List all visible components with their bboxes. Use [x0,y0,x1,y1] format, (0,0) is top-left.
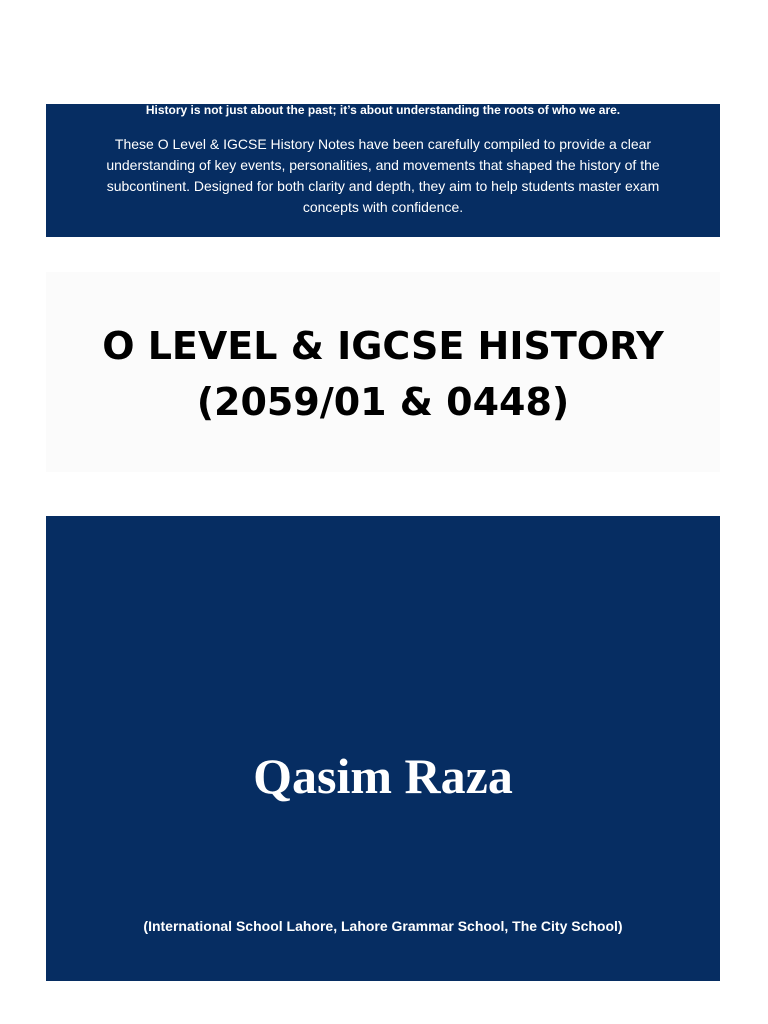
author-banner [46,516,720,981]
top-banner [46,104,720,237]
title-block [46,272,720,472]
syllabus-codes: (2059/01 & 0448) [196,380,570,424]
author-schools: (International School Lahore, Lahore Grammar School, The City School) [143,918,623,934]
tagline: History is not just about the past; it’s about understanding the roots of who we are. [145,103,621,117]
intro-paragraph: These O Level & IGCSE History Notes have been carefully compiled to provide a clear understanding of key events, personalities, and movements that shaped the history of the subcontinent. Designed for both clarity and depth, they aim to help students master exam concepts with confidence. [106,136,660,215]
author-name: Qasim Raza [253,748,513,804]
page-title: O LEVEL & IGCSE HISTORY [102,324,664,368]
